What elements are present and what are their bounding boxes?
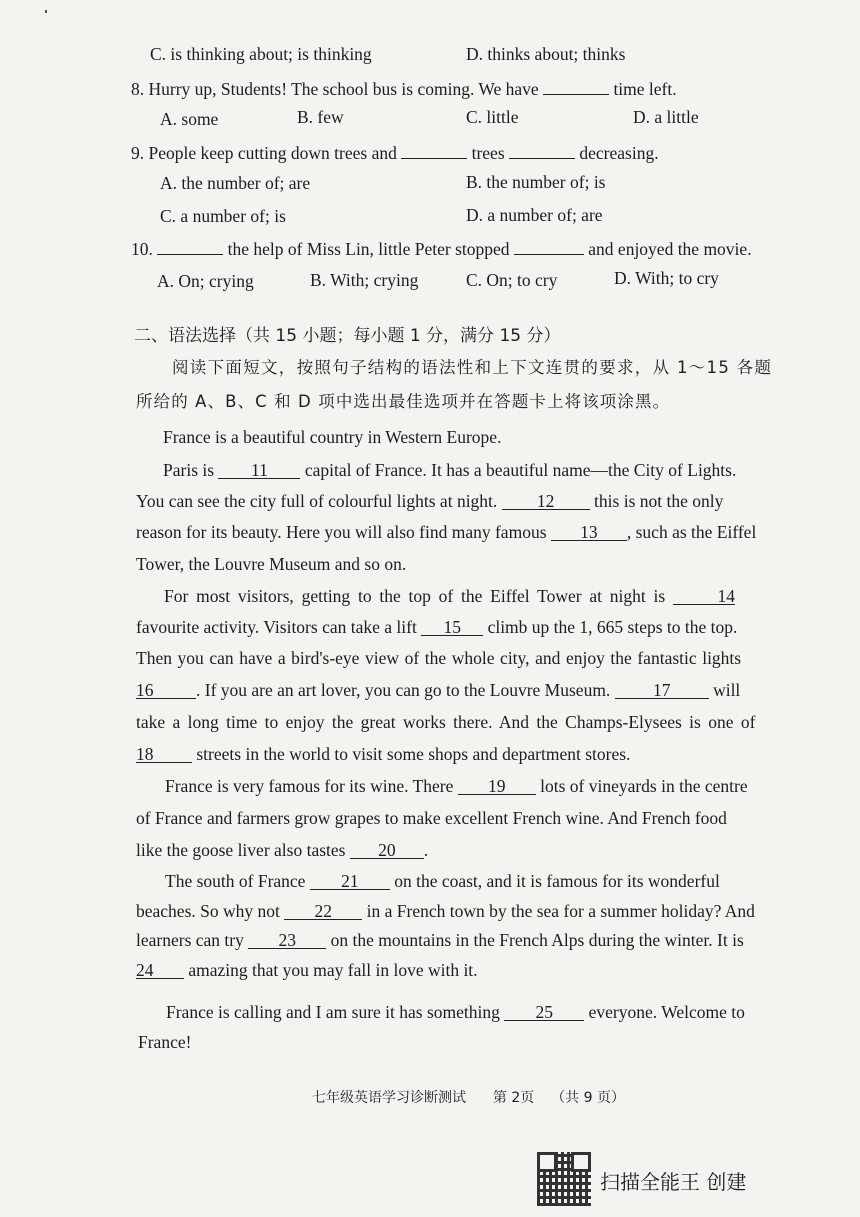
passage-para-2-line-2 [136, 490, 723, 512]
footer-page-number: 第 2页 [492, 1090, 535, 1106]
q10-blank-1 [157, 235, 223, 255]
passage-text: For most visitors, getting to the top of the Eiffel Tower at night is [164, 586, 666, 606]
blank-17: 17 [615, 679, 709, 699]
passage-text: capital of France. It has a beautiful name—the City of Lights. [304, 460, 737, 480]
passage-text: this is not the only [594, 491, 724, 511]
footer-page-total: （共 9 页） [551, 1090, 625, 1106]
blank-21: 21 [310, 870, 390, 890]
passage-text: learners can try [136, 930, 244, 950]
q7-option-c: C. is thinking about; is thinking [150, 44, 372, 64]
q9-stem [131, 139, 659, 164]
passage-text: in a French town by the sea for a summer holiday? And [366, 901, 755, 921]
blank-11: 11 [218, 459, 300, 479]
blank-23: 23 [248, 929, 326, 949]
passage-text: will [713, 680, 741, 700]
q8-stem-text: 8. Hurry up, Students! The school bus is coming. We have [131, 79, 539, 99]
passage-text: amazing that you may fall in love with it. [188, 960, 478, 980]
passage-text: France is calling and I am sure it has something [166, 1002, 500, 1022]
section-2-instructions-line-1: 阅读下面短文，按照句子结构的语法性和上下文连贯的要求，从 1～15 各题 [172, 358, 773, 377]
passage-text: reason for its beauty. Here you will also find many famous [136, 522, 547, 542]
blank-14: 14 [673, 585, 735, 605]
passage-text: on the mountains in the French Alps during the winter. It is [330, 930, 744, 950]
passage-para-5-line-1 [165, 870, 720, 892]
passage-para-2-line-4: Tower, the Louvre Museum and so on. [136, 554, 407, 574]
passage-text: on the coast, and it is famous for its wonderful [394, 871, 720, 891]
passage-para-6-line-1 [166, 1001, 745, 1023]
passage-text: . If you are an art lover, you can go to the Louvre Museum. [196, 680, 611, 700]
blank-25: 25 [504, 1001, 584, 1021]
scanner-watermark-label: 扫描全能王 创建 [600, 1170, 747, 1194]
q9-option-a: A. the number of; are [160, 173, 311, 193]
passage-text: Paris is [163, 460, 215, 480]
passage-text: everyone. Welcome to [588, 1002, 745, 1022]
passage-para-1: France is a beautiful country in Western Europe. [163, 427, 502, 447]
passage-text: . [423, 840, 429, 860]
q10-option-c: C. On; to cry [466, 270, 558, 290]
q9-blank-2 [509, 139, 575, 159]
passage-para-3-line-2 [136, 616, 737, 638]
passage-para-3-line-3: Then you can have a bird's-eye view of the whole city, and enjoy the fantastic lights [136, 648, 742, 668]
q10-option-a: A. On; crying [157, 271, 254, 291]
passage-para-5-line-4 [136, 959, 478, 981]
q8-stem-text-end: time left. [613, 79, 677, 99]
q9-stem-text-end: decreasing. [579, 143, 659, 163]
passage-para-2-line-1 [163, 459, 736, 481]
q9-stem-text-mid: trees [471, 143, 505, 163]
q8-blank [543, 75, 609, 95]
q9-blank-1 [401, 139, 467, 159]
blank-24: 24 [136, 959, 184, 979]
passage-para-3-line-4 [136, 679, 740, 701]
q7-option-d: D. thinks about; thinks [466, 44, 626, 64]
passage-para-6-line-2: France! [138, 1032, 192, 1052]
q10-stem-text-end: and enjoyed the movie. [588, 239, 752, 259]
passage-text: You can see the city full of colourful lights at night. [136, 491, 498, 511]
blank-13: 13 [551, 521, 627, 541]
blank-20: 20 [350, 839, 424, 859]
passage-para-2-line-3 [136, 521, 756, 543]
passage-para-5-line-2 [136, 900, 755, 922]
passage-para-4-line-3 [136, 839, 428, 861]
passage-text: beaches. So why not [136, 901, 280, 921]
q10-stem [131, 235, 752, 260]
section-2-title: 二、语法选择（共 15 小题；每小题 1 分，满分 15 分） [134, 326, 561, 346]
passage-text: The south of France [165, 871, 306, 891]
blank-19: 19 [458, 775, 536, 795]
passage-text: like the goose liver also tastes [136, 840, 346, 860]
passage-para-4-line-1 [165, 775, 748, 797]
passage-text: lots of vineyards in the centre [540, 776, 748, 796]
q9-stem-text: 9. People keep cutting down trees and [131, 143, 397, 163]
section-2-instructions-line-2: 所给的 A、B、C 和 D 项中选出最佳选项并在答题卡上将该项涂黑。 [136, 392, 671, 411]
blank-18: 18 [136, 743, 192, 763]
q9-option-c: C. a number of; is [160, 206, 286, 226]
q10-option-b: B. With; crying [310, 270, 419, 290]
page-footer [312, 1087, 625, 1107]
q8-option-d: D. a little [633, 107, 699, 127]
passage-para-4-line-2: of France and farmers grow grapes to make excellent French wine. And French food [136, 808, 727, 828]
q10-option-d: D. With; to cry [614, 268, 719, 288]
passage-text: favourite activity. Visitors can take a lift [136, 617, 417, 637]
blank-15: 15 [421, 616, 483, 636]
qr-code-icon [537, 1152, 591, 1206]
footer-title: 七年级英语学习诊断测试 [312, 1090, 466, 1106]
scan-speck [45, 10, 47, 13]
q10-stem-text: the help of Miss Lin, little Peter stopped [227, 239, 510, 259]
q8-stem [131, 75, 677, 100]
passage-para-5-line-3 [136, 929, 744, 951]
passage-text: France is very famous for its wine. There [165, 776, 454, 796]
blank-12: 12 [502, 490, 590, 510]
q8-option-a: A. some [160, 109, 219, 129]
passage-text: streets in the world to visit some shops and department stores. [196, 744, 631, 764]
passage-para-3-line-5: take a long time to enjoy the great works there. And the Champs-Elysees is one of [136, 712, 756, 732]
q10-number: 10. [131, 239, 153, 259]
passage-text: climb up the 1, 665 steps to the top. [487, 617, 738, 637]
q8-option-b: B. few [297, 107, 344, 127]
passage-text: , such as the Eiffel [626, 522, 757, 542]
blank-22: 22 [284, 900, 362, 920]
q9-option-b: B. the number of; is [466, 172, 606, 192]
q9-option-d: D. a number of; are [466, 205, 603, 225]
q8-option-c: C. little [466, 107, 519, 127]
q10-blank-2 [514, 235, 584, 255]
passage-para-3-line-6 [136, 743, 630, 765]
passage-para-3-line-1 [164, 585, 735, 607]
blank-16: 16 [136, 679, 196, 699]
